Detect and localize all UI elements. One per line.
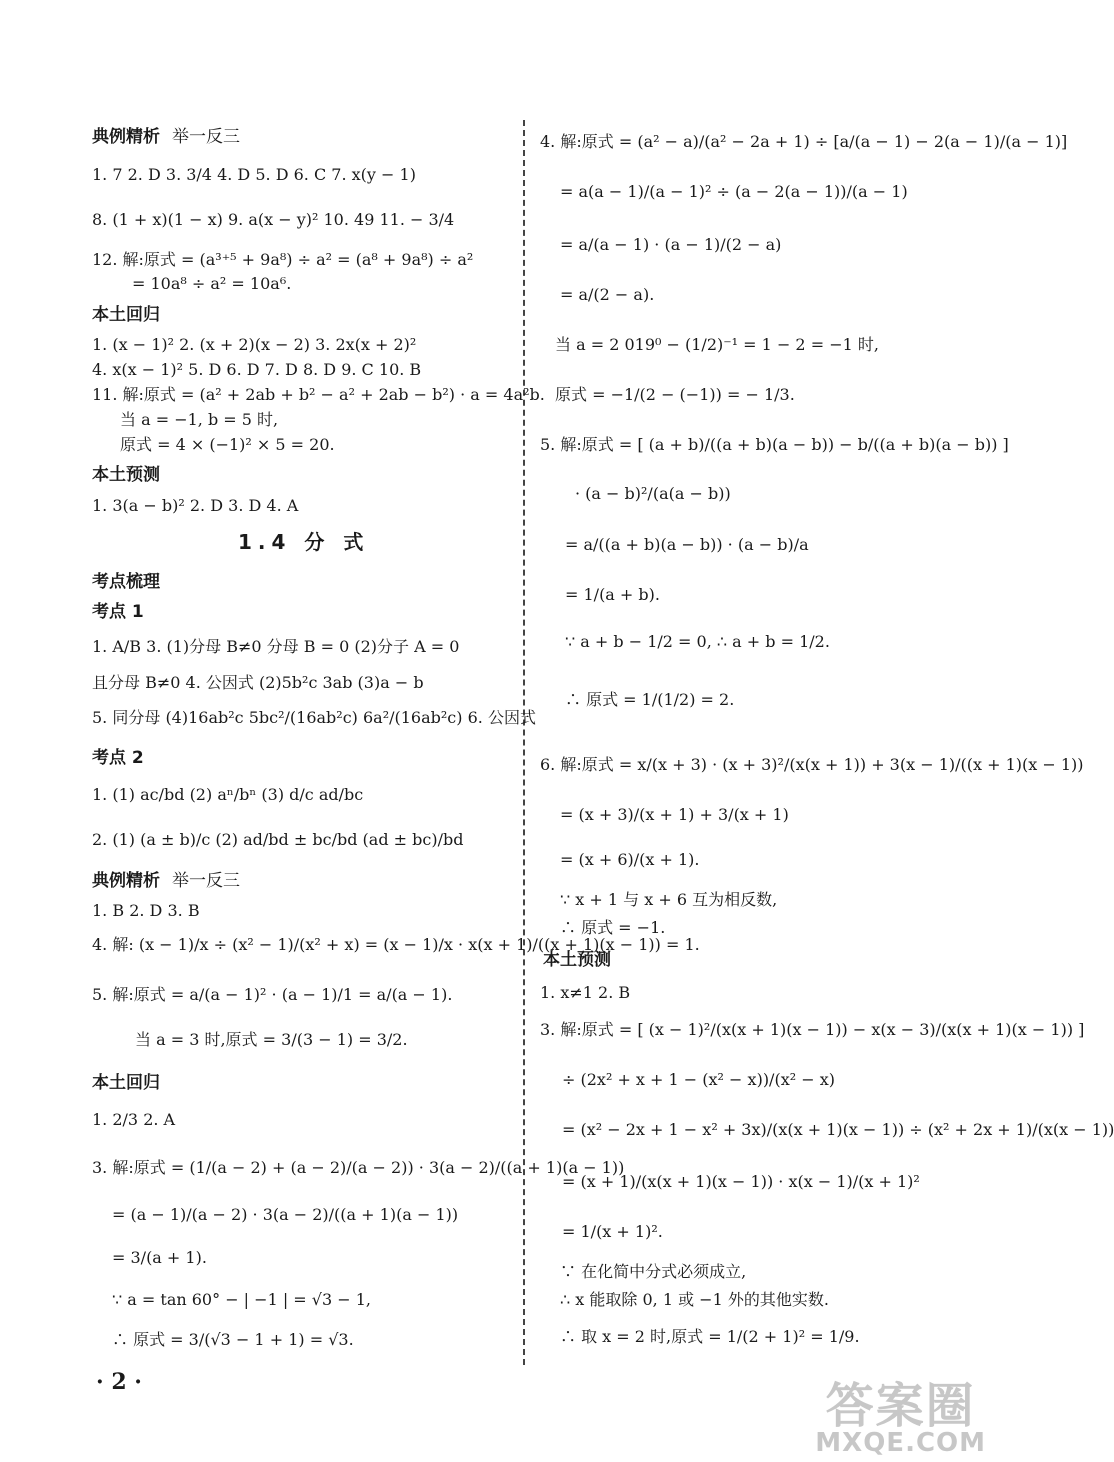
answer-line: = (a − 1)/(a − 2) · 3(a − 2)/((a + 1)(a − 1)) <box>112 1205 459 1224</box>
watermark-url: MXQE.COM <box>815 1428 986 1458</box>
answer-line: ∴ 取 x = 2 时,原式 = 1/(2 + 1)² = 1/9. <box>560 1327 860 1346</box>
answer-line: ∴ 原式 = −1. <box>560 918 666 937</box>
answer-line: = a/(a − 1) · (a − 1)/(2 − a) <box>560 235 782 254</box>
answer-line: 1. (1) ac/bd (2) aⁿ/bⁿ (3) d/c ad/bc <box>92 785 364 804</box>
answer-line: 当 a = 2 019⁰ − (1/2)⁻¹ = 1 − 2 = −1 时, <box>555 335 879 354</box>
answer-line: = (x + 3)/(x + 1) + 3/(x + 1) <box>560 805 789 824</box>
answer-line: 1. 3(a − b)² 2. D 3. D 4. A <box>92 496 299 515</box>
answer-line: 1. B 2. D 3. B <box>92 901 200 920</box>
answer-line: 4. 解: (x − 1)/x ÷ (x² − 1)/(x² + x) = (x − 1)/x · x(x + 1)/((x + 1)(x − 1)) = 1. <box>92 935 700 954</box>
answer-line: 1. x≠1 2. B <box>540 983 631 1002</box>
answer-line: = a/((a + b)(a − b)) · (a − b)/a <box>565 535 809 554</box>
answer-line: = (x² − 2x + 1 − x² + 3x)/(x(x + 1)(x − 1)) ÷ (x² + 2x + 1)/(x(x − 1)) <box>562 1120 1114 1139</box>
answer-line: 2. (1) (a ± b)/c (2) ad/bd ± bc/bd (ad ± bc)/bd <box>92 830 464 849</box>
answer-line: = a/(2 − a). <box>560 285 655 304</box>
answer-line: 4. x(x − 1)² 5. D 6. D 7. D 8. D 9. C 10. B <box>92 360 422 379</box>
answer-line: 3. 解:原式 = [ (x − 1)²/(x(x + 1)(x − 1)) − x(x − 3)/(x(x + 1)(x − 1)) ] <box>540 1020 1085 1039</box>
answer-line: 当 a = −1, b = 5 时, <box>120 410 279 429</box>
answer-line: ∵ x + 1 与 x + 6 互为相反数, <box>560 890 778 909</box>
answer-line: 原式 = −1/(2 − (−1)) = − 1/3. <box>555 385 795 404</box>
answer-line: = 1/(a + b). <box>565 585 660 604</box>
answer-line: = 1/(x + 1)². <box>562 1222 663 1241</box>
answer-line: 5. 同分母 (4)16ab²c 5bc²/(16ab²c) 6a²/(16ab²c) 6. 公因式 <box>92 708 536 727</box>
answer-line: 5. 解:原式 = [ (a + b)/((a + b)(a − b)) − b/((a + b)(a − b)) ] <box>540 435 1009 454</box>
answer-line: ∵ 在化简中分式必须成立, <box>560 1262 747 1281</box>
column-divider <box>523 120 525 1365</box>
answer-line: ∴ x 能取除 0, 1 或 −1 外的其他实数. <box>560 1290 829 1309</box>
answer-line: 3. 解:原式 = (1/(a − 2) + (a − 2)/(a − 2)) · 3(a − 2)/((a + 1)(a − 1)) <box>92 1158 625 1177</box>
answer-line: 且分母 B≠0 4. 公因式 (2)5b²c 3ab (3)a − b <box>92 673 424 692</box>
section-heading: 典例精析 举一反三 <box>92 871 240 891</box>
answer-line: 原式 = 4 × (−1)² × 5 = 20. <box>120 435 335 454</box>
answer-line: 11. 解:原式 = (a² + 2ab + b² − a² + 2ab − b²) · a = 4a²b. <box>92 385 545 404</box>
answer-line: ÷ (2x² + x + 1 − (x² − x))/(x² − x) <box>562 1070 835 1089</box>
answer-line: = 3/(a + 1). <box>112 1248 207 1267</box>
section-heading: 本土回归 <box>92 1073 160 1093</box>
answer-line: ∴ 原式 = 1/(1/2) = 2. <box>565 690 735 709</box>
answer-line: 6. 解:原式 = x/(x + 3) · (x + 3)²/(x(x + 1)) + 3(x − 1)/((x + 1)(x − 1)) <box>540 755 1084 774</box>
watermark-text: 答案圈 <box>825 1378 976 1434</box>
section-heading: 考点 1 <box>92 602 144 622</box>
section-heading: 本土回归 <box>92 305 160 325</box>
answer-line: = (x + 6)/(x + 1). <box>560 850 700 869</box>
section-heading: 本土预测 <box>543 950 611 970</box>
answer-line: 当 a = 3 时,原式 = 3/(3 − 1) = 3/2. <box>135 1030 408 1049</box>
answer-line: 1. A/B 3. (1)分母 B≠0 分母 B = 0 (2)分子 A = 0 <box>92 637 460 656</box>
section-heading: 考点 2 <box>92 748 144 768</box>
section-heading: 考点梳理 <box>92 572 160 592</box>
watermark-logo <box>815 1378 986 1458</box>
answer-line: 1. 2/3 2. A <box>92 1110 176 1129</box>
answer-line: = a(a − 1)/(a − 1)² ÷ (a − 2(a − 1))/(a − 1) <box>560 182 908 201</box>
answer-line: 1. 7 2. D 3. 3/4 4. D 5. D 6. C 7. x(y − 1) <box>92 165 416 184</box>
answer-line: ∴ 原式 = 3/(√3 − 1 + 1) = √3. <box>112 1330 354 1349</box>
answer-line: 1. (x − 1)² 2. (x + 2)(x − 2) 3. 2x(x + 2)² <box>92 335 417 354</box>
answer-line: 12. 解:原式 = (a³⁺⁵ + 9a⁸) ÷ a² = (a⁸ + 9a⁸) ÷ a² <box>92 250 474 269</box>
section-title: 1.4 分 式 <box>238 530 370 554</box>
section-heading: 本土预测 <box>92 465 160 485</box>
answer-line: = (x + 1)/(x(x + 1)(x − 1)) · x(x − 1)/(x + 1)² <box>562 1172 920 1191</box>
answer-line: 8. (1 + x)(1 − x) 9. a(x − y)² 10. 49 11. − 3/4 <box>92 210 455 229</box>
section-heading: 典例精析 举一反三 <box>92 127 240 147</box>
answer-line: ∵ a = tan 60° − | −1 | = √3 − 1, <box>112 1290 372 1309</box>
page-number: · 2 · <box>96 1369 142 1395</box>
answer-line: · (a − b)²/(a(a − b)) <box>575 484 731 503</box>
answer-line: 5. 解:原式 = a/(a − 1)² · (a − 1)/1 = a/(a − 1). <box>92 985 453 1004</box>
answer-line: ∵ a + b − 1/2 = 0, ∴ a + b = 1/2. <box>565 632 830 651</box>
answer-line: = 10a⁸ ÷ a² = 10a⁶. <box>132 274 292 293</box>
answer-line: 4. 解:原式 = (a² − a)/(a² − 2a + 1) ÷ [a/(a − 1) − 2(a − 1)/(a − 1)] <box>540 132 1068 151</box>
